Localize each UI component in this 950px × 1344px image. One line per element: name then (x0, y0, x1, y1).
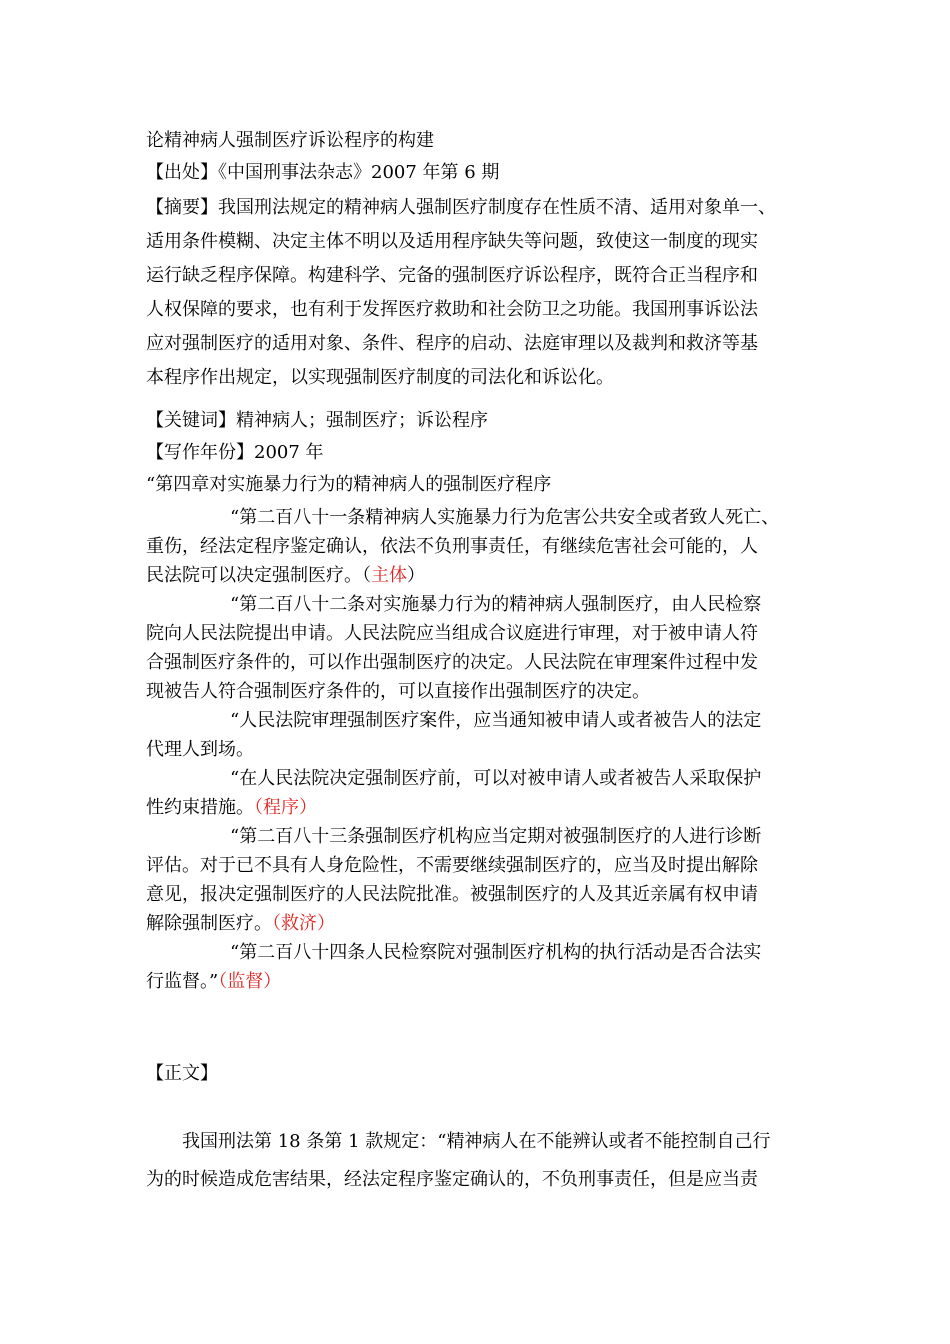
statute-284-line: “第二百八十四条人民检察院对强制医疗机构的执行活动是否合法实 (230, 942, 762, 963)
statute-282-line: “第二百八十二条对实施暴力行为的精神病人强制医疗，由人民检察 (230, 594, 762, 615)
statute-283-line: “第二百八十三条强制医疗机构应当定期对被强制医疗的人进行诊断 (230, 826, 762, 847)
header-section (146, 125, 818, 189)
statute-section (146, 503, 818, 996)
body-section (146, 1123, 818, 1199)
statute-282-p3-line: “在人民法院决定强制医疗前，可以对被申请人或者被告人采取保护 (230, 768, 762, 789)
abstract-text: 我国刑法规定的精神病人强制医疗制度存在性质不清、适用对象单一、 (218, 197, 776, 218)
statute-282-p3-text: 性约束措施。 (146, 797, 254, 818)
annotation-supervision: （监督） (218, 971, 282, 992)
statute-281-text: 民法院可以决定强制医疗。 (146, 565, 362, 586)
year-value: 2007 年 (254, 442, 324, 463)
keywords-label: 【关键词】 (146, 410, 236, 431)
body-line: 我国刑法第 18 条第 1 款规定：“精神病人在不能辨认或者不能控制自己行 (182, 1131, 771, 1152)
source-value: 《中国刑事法杂志》2007 年第 6 期 (218, 162, 500, 183)
abstract-label: 【摘要】 (146, 197, 218, 218)
abstract-line (146, 191, 818, 225)
year-label: 【写作年份】 (146, 442, 254, 463)
keywords-value: 精神病人；强制医疗；诉讼程序 (236, 410, 488, 431)
chapter-heading: “第四章对实施暴力行为的精神病人的强制医疗程序 (146, 474, 552, 495)
abstract-line: 应对强制医疗的适用对象、条件、程序的启动、法庭审理以及裁判和救济等基 (146, 333, 758, 354)
body-line: 为的时候造成危害结果，经法定程序鉴定确认的，不负刑事责任，但是应当责 (146, 1169, 758, 1190)
statute-283-line: 评估。对于已不具有人身危险性，不需要继续强制医疗的，应当及时提出解除 (146, 855, 758, 876)
abstract-line: 本程序作出规定，以实现强制医疗制度的司法化和诉讼化。 (146, 367, 614, 388)
statute-282-line: 现被告人符合强制医疗条件的，可以直接作出强制医疗的决定。 (146, 681, 650, 702)
statute-282-p2-line: 代理人到场。 (146, 739, 254, 760)
year-line (146, 437, 818, 469)
statute-281-line (146, 561, 818, 590)
meta-section (146, 405, 818, 501)
abstract-line: 适用条件模糊、决定主体不明以及适用程序缺失等问题，致使这一制度的现实 (146, 231, 758, 252)
source-label: 【出处】 (146, 162, 218, 183)
note-paren: （ (362, 565, 371, 586)
note-paren: ） (407, 565, 425, 586)
keywords-line (146, 405, 818, 437)
statute-283-line: 意见，报决定强制医疗的人民法院批准。被强制医疗的人及其近亲属有权申请 (146, 884, 758, 905)
main-label: 【正文】 (146, 1063, 218, 1084)
main-text-heading (146, 1058, 818, 1090)
statute-282-p3-line (146, 793, 818, 822)
annotation-subject: 主体 (371, 565, 407, 586)
abstract-line: 运行缺乏程序保障。构建科学、完备的强制医疗诉讼程序，既符合正当程序和 (146, 265, 758, 286)
abstract-line: 人权保障的要求，也有利于发挥医疗救助和社会防卫之功能。我国刑事诉讼法 (146, 299, 758, 320)
annotation-remedy: （救济） (272, 913, 335, 934)
statute-282-line: 合强制医疗条件的，可以作出强制医疗的决定。人民法院在审理案件过程中发 (146, 652, 758, 673)
source-line (146, 157, 818, 189)
statute-281-line: 重伤，经法定程序鉴定确认，依法不负刑事责任，有继续危害社会可能的，人 (146, 536, 758, 557)
statute-283-line (146, 909, 818, 938)
statute-281-line: “第二百八十一条精神病人实施暴力行为危害公共安全或者致人死亡、 (230, 507, 780, 528)
annotation-procedure: （程序） (254, 797, 317, 818)
statute-282-line: 院向人民法院提出申请。人民法院应当组成合议庭进行审理，对于被申请人符 (146, 623, 758, 644)
statute-283-text: 解除强制医疗。 (146, 913, 272, 934)
statute-284-text: 行监督。” (146, 971, 219, 992)
article-title: 论精神病人强制医疗诉讼程序的构建 (146, 130, 434, 151)
abstract-section (146, 191, 818, 395)
statute-284-line (146, 967, 818, 996)
statute-282-p2-line: “人民法院审理强制医疗案件，应当通知被申请人或者被告人的法定 (230, 710, 762, 731)
